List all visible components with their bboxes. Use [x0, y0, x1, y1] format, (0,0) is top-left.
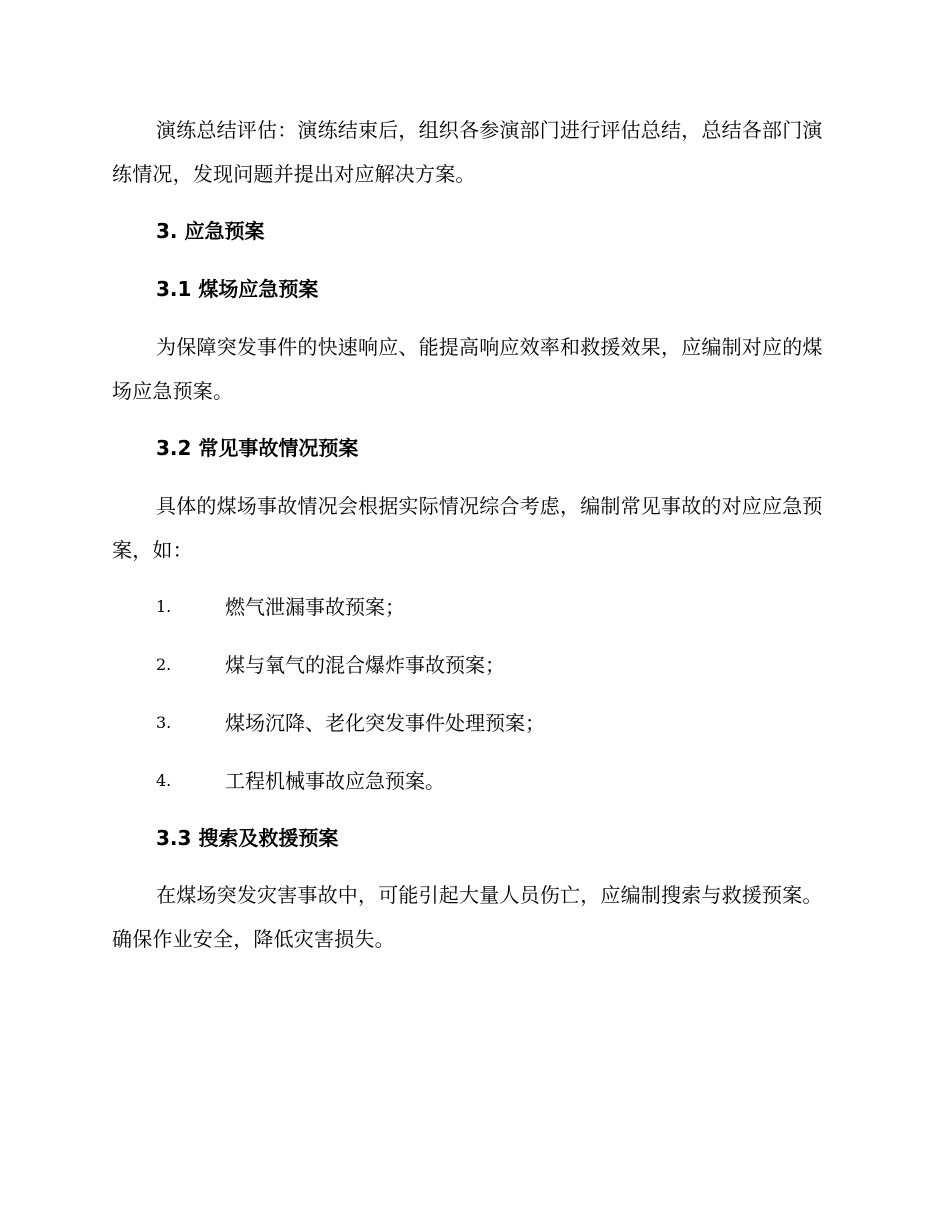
list-number: 2. [156, 655, 172, 674]
section-heading-3: 3. 应急预案 [156, 219, 265, 243]
paragraph-3-1: 为保障突发事件的快速响应、能提高响应效率和救援效果，应编制对应的煤场应急预案。 [112, 335, 823, 403]
list-number: 1. [156, 597, 172, 616]
section-heading-3-2: 3.2 常见事故情况预案 [156, 436, 359, 460]
list-number: 4. [156, 771, 172, 790]
list-text: 煤场沉降、老化突发事件处理预案； [225, 711, 545, 735]
list-text: 煤与氧气的混合爆炸事故预案； [225, 653, 505, 677]
summary-paragraph: 演练总结评估：演练结束后，组织各参演部门进行评估总结，总结各部门演练情况，发现问题并提出对应解决方案。 [112, 118, 823, 186]
list-text: 工程机械事故应急预案。 [225, 769, 445, 793]
section-heading-3-3: 3.3 搜索及救援预案 [156, 826, 339, 850]
paragraph-3-3: 在煤场突发灾害事故中，可能引起大量人员伤亡，应编制搜索与救援预案。确保作业安全，降低灾害损失。 [112, 883, 823, 951]
paragraph-3-2: 具体的煤场事故情况会根据实际情况综合考虑，编制常见事故的对应应急预案，如： [112, 494, 823, 562]
list-text: 燃气泄漏事故预案； [225, 595, 405, 619]
list-number: 3. [156, 713, 172, 732]
section-heading-3-1: 3.1 煤场应急预案 [156, 277, 319, 301]
